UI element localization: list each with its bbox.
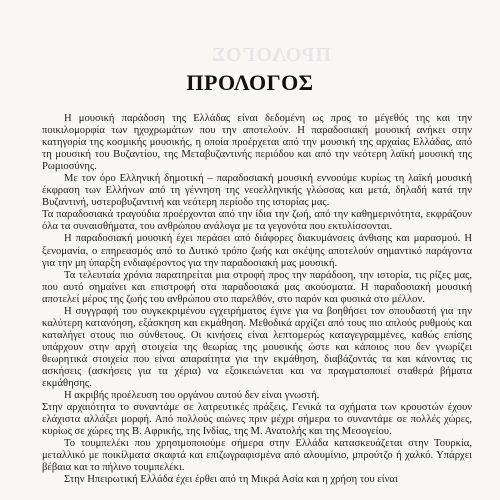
paragraph: Η παραδοσιακή μουσική έχει περάσει από διάφορες διακυμάνσεις άνθισης και μαρασμού. Η ξενομανία, ο επηρεασμός από το Δυτικό τρόπο ζωής και σκέψης αποτελούν σημαντικό παράγοντα για την μη ύπαρξη ενδιαφέροντος για την παραδοσιακή μας μουσική. bbox=[42, 233, 472, 269]
paragraph: Η μουσική παράδοση της Ελλάδας είναι δεδομένη ως προς το μέγεθός της και την ποικιλομορφία των ηχοχρωμάτων που την αποτελούν. Η παραδοσιακή μουσική ανήκει στην κατηγορία της κοσμικής μουσικής, η οποία προέρχεται από την μουσική της αρχαίας Ελλάδας, από τη μουσική του Βυζαντίου, της Μεταβυζαντινής περιόδου και από την νεότερη λαϊκή μουσική της Ρωμιοσύνης. bbox=[42, 113, 472, 173]
page-title: ΠΡΟΛΟΓΟΣ bbox=[186, 70, 314, 95]
paragraph: Τα παραδοσιακά τραγούδια προέρχονται από την ίδια την ζωή, από την καθημερινότητα, εκφράζουν όλα τα συναισθήματα, του ανθρώπου ανάλογα με τα γεγονότα που εκτυλίσσονται. bbox=[42, 209, 472, 233]
paragraph: Το τουμπελέκι που χρησιμοποιούμε σήμερα στην Ελλάδα κατασκευάζεται στην Τουρκία, μεταλλικό με ποικίλματα σκαφτά και επιζωγραφισμένα από αλουμίνιο, μπρούτζο ή χαλκό. Υπάρχει βέβαια και το πήλινο τουμπελέκι. bbox=[42, 438, 472, 474]
paragraph: Η συγγραφή του συγκεκριμένου εγχειρήματος έγινε για να βοηθήσει τον σπουδαστή για την καλύτερη κατανόηση, εξάσκηση και εκμάθηση. Μεθοδικά αρχίζει από τους πιο απλούς ρυθμούς και καταλήγει στους πιο σύνθετους. Οι κινήσεις είναι λεπτομερώς καταγεγραμμένες, καθώς επίσης υπάρχουν στην αρχή στοιχεία της θεωρίας της μουσικής ώστε και κάποιος που δεν γνωρίζει θεωρητικά στοιχεία που είναι απαραίτητα για την εκμάθηση, διαβάζοντάς τα και κάνοντας τις ασκήσεις (ασκήσεις για τα χέρια) να εξοικειώνεται και να πραγματοποιεί σταθερά βήματα εκμάθησης. bbox=[42, 305, 472, 390]
paragraph: Η ακριβής προέλευση του οργάνου αυτού δεν είναι γνωστή. bbox=[64, 390, 320, 402]
paragraph: Στην αρχαιότητα το συναντάμε σε λατρευτικές πράξεις. Γενικά τα σχήματα των κρουστών έχουν ελάχιστα αλλάξει μορφή. Από πολλούς αιώνες πριν μέχρι σήμερα το συναντάμε σε πολλές χώρες, κυρίως σε χώρες της Β. Αφρικής, της Ινδίας, της Μ. Ανατολής και της Μεσογείου. bbox=[42, 402, 472, 438]
paragraph: Τα τελευταία χρόνια παρατηρείται μια στροφή προς την παράδοση, την ιστορία, τις ρίζες μας, που αυτό σημαίνει και επιστροφή στα παραδοσιακά μας ακούσματα. Η παραδοσιακή μουσική αποτελεί μέρος της ζωής του ανθρώπου στο παρελθόν, στο παρόν και φυσικά στο μέλλον. bbox=[42, 269, 472, 305]
show-through-text: ΠΡΟΛΟΓΟΣ bbox=[211, 44, 331, 66]
paragraph: Στην Ηπειρωτική Ελλάδα έχει έρθει από τη Μικρά Ασία και η χρήση του είναι bbox=[64, 474, 398, 486]
body-text bbox=[42, 113, 472, 486]
paragraph: Με τον όρο Ελληνική δημοτική – παραδοσιακή μουσική εννοούμε κυρίως τη λαϊκή μουσική έκφραση των Ελλήνων από τη γέννηση της νεοελληνικής γλώσσας και μετά, δηλαδή κατά την Βυζαντινή, υστεροβυζαντινή και νεότερη περίοδο της ιστορίας μας. bbox=[42, 173, 472, 209]
